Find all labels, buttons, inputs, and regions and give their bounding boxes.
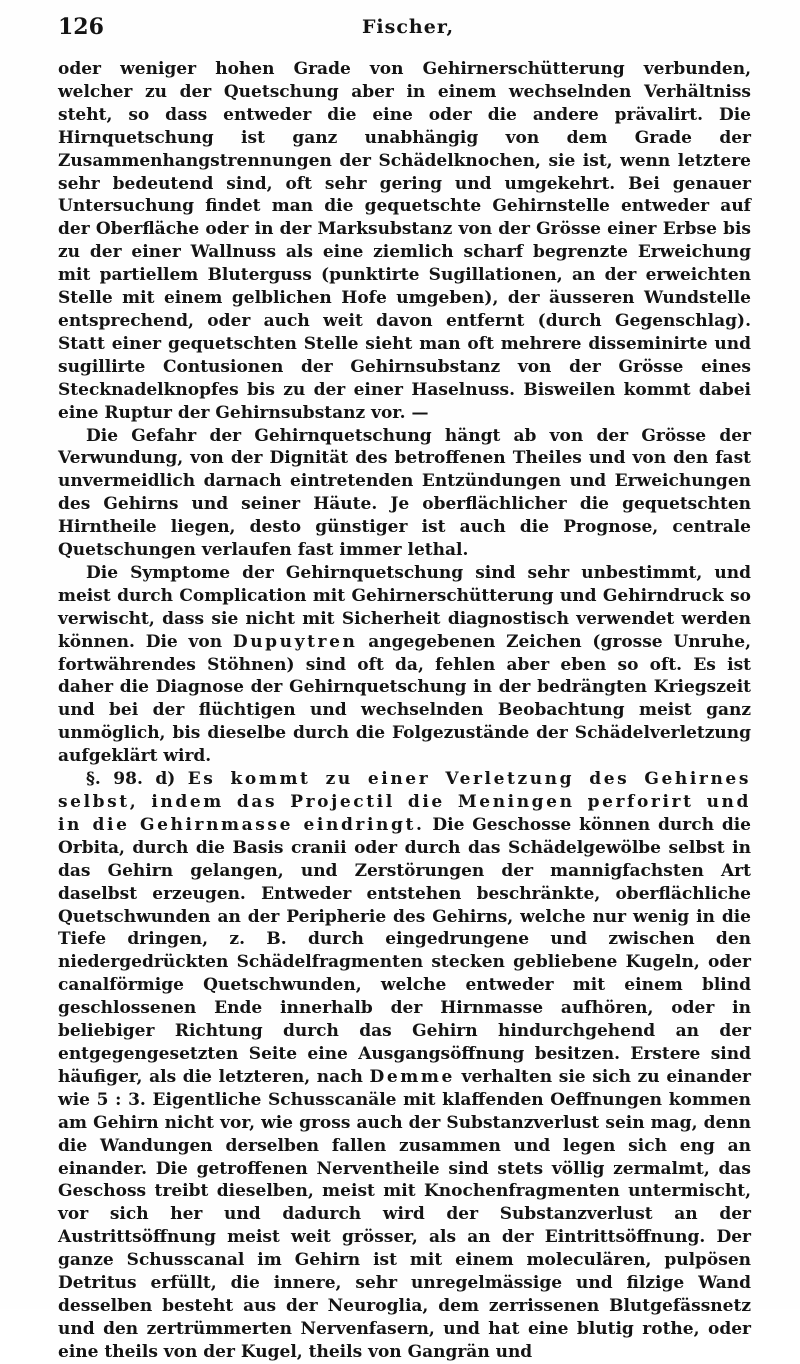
page-number: 126 xyxy=(58,14,104,40)
paragraph-4-text-a: Die Geschosse können durch die Orbita, durch die Basis cranii oder durch das Schädelgewölbe selbst in das Gehirn gelangen, und Zerstörungen der mannigfachsten Art daselbst erzeugen. Entweder entstehen beschränkte, oberflächliche Quetschwunden an der Peripherie des Gehirns, welche nur wenig in die Tiefe dringen, z. B. durch eingedrungene und zwischen den niedergedrückten Schädelfragmenten stecken gebliebene Kugeln, oder canalförmige Quetschwunden, welche entweder mit einem blind geschlossenen Ende innerhalb der Hirnmasse aufhören, oder in beliebiger Richtung durch das Gehirn hindurchgehend an der entgegengesetzten Seite eine Ausgangsöffnung besitzen. Erstere sind häufiger, als die letzteren, nach xyxy=(58,814,751,1087)
page-header xyxy=(58,14,758,42)
body-text xyxy=(58,58,751,1364)
running-title: Fischer, xyxy=(361,16,455,38)
author-name-dupuytren: Dupuytren xyxy=(232,631,358,652)
section-heading-spaced: Es kommt zu einer Verletzung des Gehirnes selbst, indem das Projectil die Meningen perforirt und in die Gehirnmasse eindringt. xyxy=(58,769,752,835)
paragraph-1: oder weniger hohen Grade von Gehirnerschütterung verbunden, welcher zu der Quetschung aber in einem wechselnden Verhältniss steht, so dass entweder die eine oder die andere prävalirt. Die Hirnquetschung ist ganz unabhängig von dem Grade der Zusammenhangstrennungen der Schädelknochen, sie ist, wenn letztere sehr bedeutend sind, oft sehr gering und umgekehrt. Bei genauer Untersuchung findet man die gequetschte Gehirnstelle entweder auf der Oberfläche oder in der Marksubstanz von der Grösse einer Erbse bis zu der einer Wallnuss als eine ziemlich scharf begrenzte Erweichung mit partiellem Bluterguss (punktirte Sugillationen, an der erweichten Stelle mit einem gelblichen Hofe umgeben), der äusseren Wundstelle entsprechend, oder auch weit davon entfernt (durch Gegenschlag). Statt einer gequetschten Stelle sieht man oft mehrere disseminirte und sugillirte Contusionen der Gehirnsubstanz von der Grösse eines Stecknadelknopfes bis zu der einer Haselnuss. Bisweilen kommt dabei eine Ruptur der Gehirnsubstanz vor. — xyxy=(58,59,751,423)
paragraph-2: Die Gefahr der Gehirnquetschung hängt ab von der Grösse der Verwundung, von der Dignität des betroffenen Theiles und von den fast unvermeidlich darnach eintretenden Entzündungen und Erweichungen des Gehirns und seiner Häute. Je oberflächlicher die gequetschten Hirntheile liegen, desto günstiger ist auch die Prognose, centrale Quetschungen verlaufen fast immer lethal. xyxy=(58,425,751,561)
paragraph-4-text-b: verhalten sie sich zu einander wie 5 : 3. Eigentliche Schusscanäle mit klaffenden Oeffnungen kommen am Gehirn nicht vor, wie gross auch der Substanzverlust sein mag, denn die Wandungen derselben fallen zusammen und legen sich eng an einander. Die getroffenen Nerventheile sind stets völlig zermalmt, das Geschoss treibt dieselben, meist mit Knochenfragmenten untermischt, vor sich her und dadurch wird der Substanzverlust an der Austrittsöffnung meist weit grösser, als an der Eintrittsöffnung. Der ganze Schusscanal im Gehirn ist mit einem moleculären, pulpösen Detritus erfüllt, die innere, sehr unregelmässige und filzige Wand desselben besteht aus der Neuroglia, dem zerrissenen Blutgefässnetz und den zertrümmerten Nervenfasern, und hat eine blutig rothe, oder eine theils von der Kugel, theils von Gangrän und xyxy=(58,1066,751,1362)
paragraph-3 xyxy=(58,562,751,768)
author-name-demme: Demme xyxy=(369,1066,455,1087)
section-number: §. 98. d) xyxy=(86,769,188,790)
paragraph-3-text-a: Die Symptome der Gehirnquetschung sind sehr unbestimmt, und meist durch Complication mit Gehirnerschütterung und Gehirndruck so verwischt, dass sie nicht mit Sicherheit diagnostisch verwendet werden können. Die von xyxy=(58,562,751,652)
paragraph-3-text-b: angegebenen Zeichen (grosse Unruhe, fortwährendes Stöhnen) sind oft da, fehlen aber eben so oft. Es ist daher die Diagnose der Gehirnquetschung in der bedrängten Kriegszeit und bei der flüchtigen und wechselnden Beobachtung meist ganz unmöglich, bis dieselbe durch die Folgezustände der Schädelverletzung aufgeklärt wird. xyxy=(58,631,751,767)
paragraph-4-section-98 xyxy=(58,768,751,1364)
